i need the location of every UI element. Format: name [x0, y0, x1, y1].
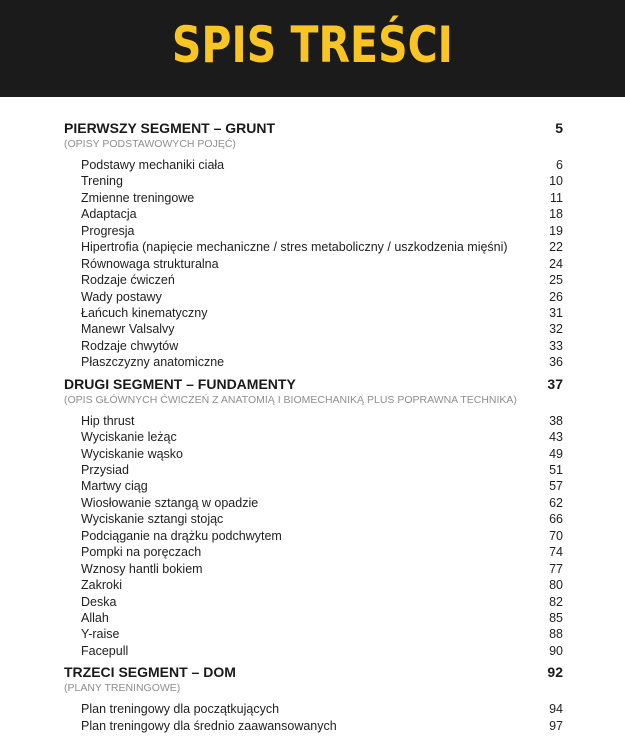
toc-entry-label: Wady postawy [81, 289, 162, 304]
toc-entry-page: 24 [549, 256, 563, 271]
section-page-number: 5 [555, 120, 563, 136]
section-subtitle: (OPIS GŁÓWNYCH ĆWICZEŃ Z ANATOMIĄ I BIOMECHANIKĄ PLUS POPRAWNA TECHNIKA) [64, 393, 517, 406]
toc-entry-page: 43 [549, 430, 563, 445]
toc-entry-page: 94 [549, 702, 563, 717]
toc-entry-page: 10 [549, 174, 563, 189]
toc-entry-label: Martwy ciąg [81, 479, 148, 494]
toc-entry-label: Zakroki [81, 578, 122, 593]
toc-entry-page: 51 [549, 463, 563, 477]
toc-entry-page: 62 [549, 495, 563, 510]
page-title: SPIS TREŚCI [171, 16, 453, 74]
toc-section [64, 664, 563, 734]
toc-entry-label: Wyciskanie sztangi stojąc [81, 512, 224, 527]
toc-entry-label: Wznosy hantli bokiem [81, 561, 203, 576]
toc-entry-page: 18 [549, 207, 563, 222]
toc-entry-label: Manewr Valsalvy [81, 322, 175, 337]
toc-entry-page: 36 [549, 355, 563, 370]
section-subtitle: (PLANY TRENINGOWE) [64, 682, 181, 695]
toc-entry-page: 74 [549, 545, 563, 560]
toc-entry-page: 25 [549, 273, 563, 288]
toc-entry-page: 33 [549, 338, 563, 353]
toc-entry[interactable] [81, 594, 563, 610]
toc-entry-label: Wiosłowanie sztangą w opadzie [81, 495, 259, 510]
toc-entry-page: 19 [549, 223, 563, 238]
section-subtitle: (OPISY PODSTAWOWYCH POJĘĆ) [64, 138, 236, 150]
toc-entry[interactable] [81, 701, 563, 717]
toc-entry-label: Facepull [81, 643, 129, 658]
toc-entry-page: 11 [550, 190, 563, 205]
toc-entry-page: 90 [549, 643, 563, 658]
toc-entry[interactable] [81, 462, 563, 478]
toc-entry-page: 49 [549, 446, 563, 461]
toc-entry-label: Zmienne treningowe [81, 190, 195, 205]
toc-entry[interactable] [81, 610, 563, 626]
toc-entry[interactable] [81, 413, 563, 429]
section-title: DRUGI SEGMENT – FUNDAMENTY [64, 375, 296, 392]
toc-entry-label: Wyciskanie leżąc [81, 430, 177, 445]
toc-entry[interactable] [81, 157, 563, 173]
section-heading[interactable] [64, 376, 563, 393]
toc-entry-page: 82 [549, 594, 563, 609]
toc-entry[interactable] [81, 239, 563, 255]
section-title: PIERWSZY SEGMENT – GRUNT [64, 120, 276, 136]
toc-entry-label: Wyciskanie wąsko [81, 446, 184, 461]
toc-section [64, 376, 563, 660]
toc-entry-label: Podciąganie na drążku podchwytem [81, 528, 282, 543]
toc-entry[interactable] [81, 338, 563, 354]
toc-entry-label: Płaszczyzny anatomiczne [81, 355, 225, 370]
toc-entry-page: 22 [549, 240, 563, 255]
toc-entry[interactable] [81, 643, 563, 659]
toc-entry-page: 32 [549, 322, 563, 337]
toc-entry[interactable] [81, 190, 563, 206]
toc-entry-label: Trening [81, 174, 123, 189]
section-heading[interactable] [64, 664, 563, 681]
toc-entry-label: Pompki na poręczach [81, 545, 202, 560]
toc-entry[interactable] [81, 577, 563, 593]
toc-entry-label: Y-raise [81, 627, 120, 642]
toc-entry-label: Plan treningowy dla średnio zaawansowanych [81, 718, 337, 733]
toc-entry-label: Przysiad [81, 463, 129, 477]
toc-entry-page: 80 [549, 578, 563, 593]
toc-entry[interactable] [81, 289, 563, 305]
toc-entry[interactable] [81, 561, 563, 577]
toc-entry[interactable] [81, 321, 563, 337]
toc-entry[interactable] [81, 478, 563, 494]
toc-entry-label: Łańcuch kinematyczny [81, 305, 208, 320]
toc-entry-label: Deska [81, 594, 117, 609]
toc-entry[interactable] [81, 223, 563, 239]
toc-entry[interactable] [81, 272, 563, 288]
toc-entry-page: 66 [549, 512, 563, 527]
section-page-number: 37 [547, 375, 563, 392]
toc-entry-page: 77 [549, 561, 563, 576]
toc-entry[interactable] [81, 495, 563, 511]
toc-entry-label: Rodzaje chwytów [81, 338, 179, 353]
table-of-contents [64, 120, 563, 734]
toc-entry-label: Rodzaje ćwiczeń [81, 273, 175, 288]
toc-entry[interactable] [81, 206, 563, 222]
toc-entry-label: Adaptacja [81, 207, 137, 222]
toc-entry[interactable] [81, 528, 563, 544]
toc-entry-label: Progresja [81, 223, 135, 238]
toc-entry[interactable] [81, 626, 563, 642]
toc-entry-page: 85 [549, 610, 563, 625]
toc-entry[interactable] [81, 173, 563, 189]
section-heading[interactable] [64, 120, 563, 137]
header-banner [0, 0, 625, 97]
toc-entry[interactable] [81, 256, 563, 272]
toc-entry[interactable] [81, 446, 563, 462]
toc-entry-page: 38 [549, 413, 563, 428]
toc-entry-page: 6 [556, 158, 563, 172]
toc-entry-label: Hip thrust [81, 413, 135, 428]
toc-entry-page: 26 [549, 289, 563, 304]
toc-entry-page: 88 [549, 627, 563, 642]
toc-entry-label: Allah [81, 610, 109, 625]
toc-section [64, 120, 563, 371]
toc-entry[interactable] [81, 511, 563, 527]
toc-entry-page: 70 [549, 528, 563, 543]
toc-entry[interactable] [81, 354, 563, 370]
section-page-number: 92 [547, 664, 563, 681]
toc-entry-label: Podstawy mechaniki ciała [81, 158, 225, 172]
toc-entry-page: 31 [549, 305, 563, 320]
toc-entry-label: Plan treningowy dla początkujących [81, 702, 280, 717]
toc-entry[interactable] [81, 305, 563, 321]
toc-entry-label: Równowaga strukturalna [81, 256, 219, 271]
toc-entry-page: 97 [549, 718, 563, 733]
toc-entry-page: 57 [549, 479, 563, 494]
toc-entry[interactable] [81, 429, 563, 445]
toc-entry[interactable] [81, 544, 563, 560]
toc-entry[interactable] [81, 718, 563, 734]
section-title: TRZECI SEGMENT – DOM [64, 664, 236, 681]
toc-entry-label: Hipertrofia (napięcie mechaniczne / stres metaboliczny / uszkodzenia mięśni) [81, 240, 508, 255]
